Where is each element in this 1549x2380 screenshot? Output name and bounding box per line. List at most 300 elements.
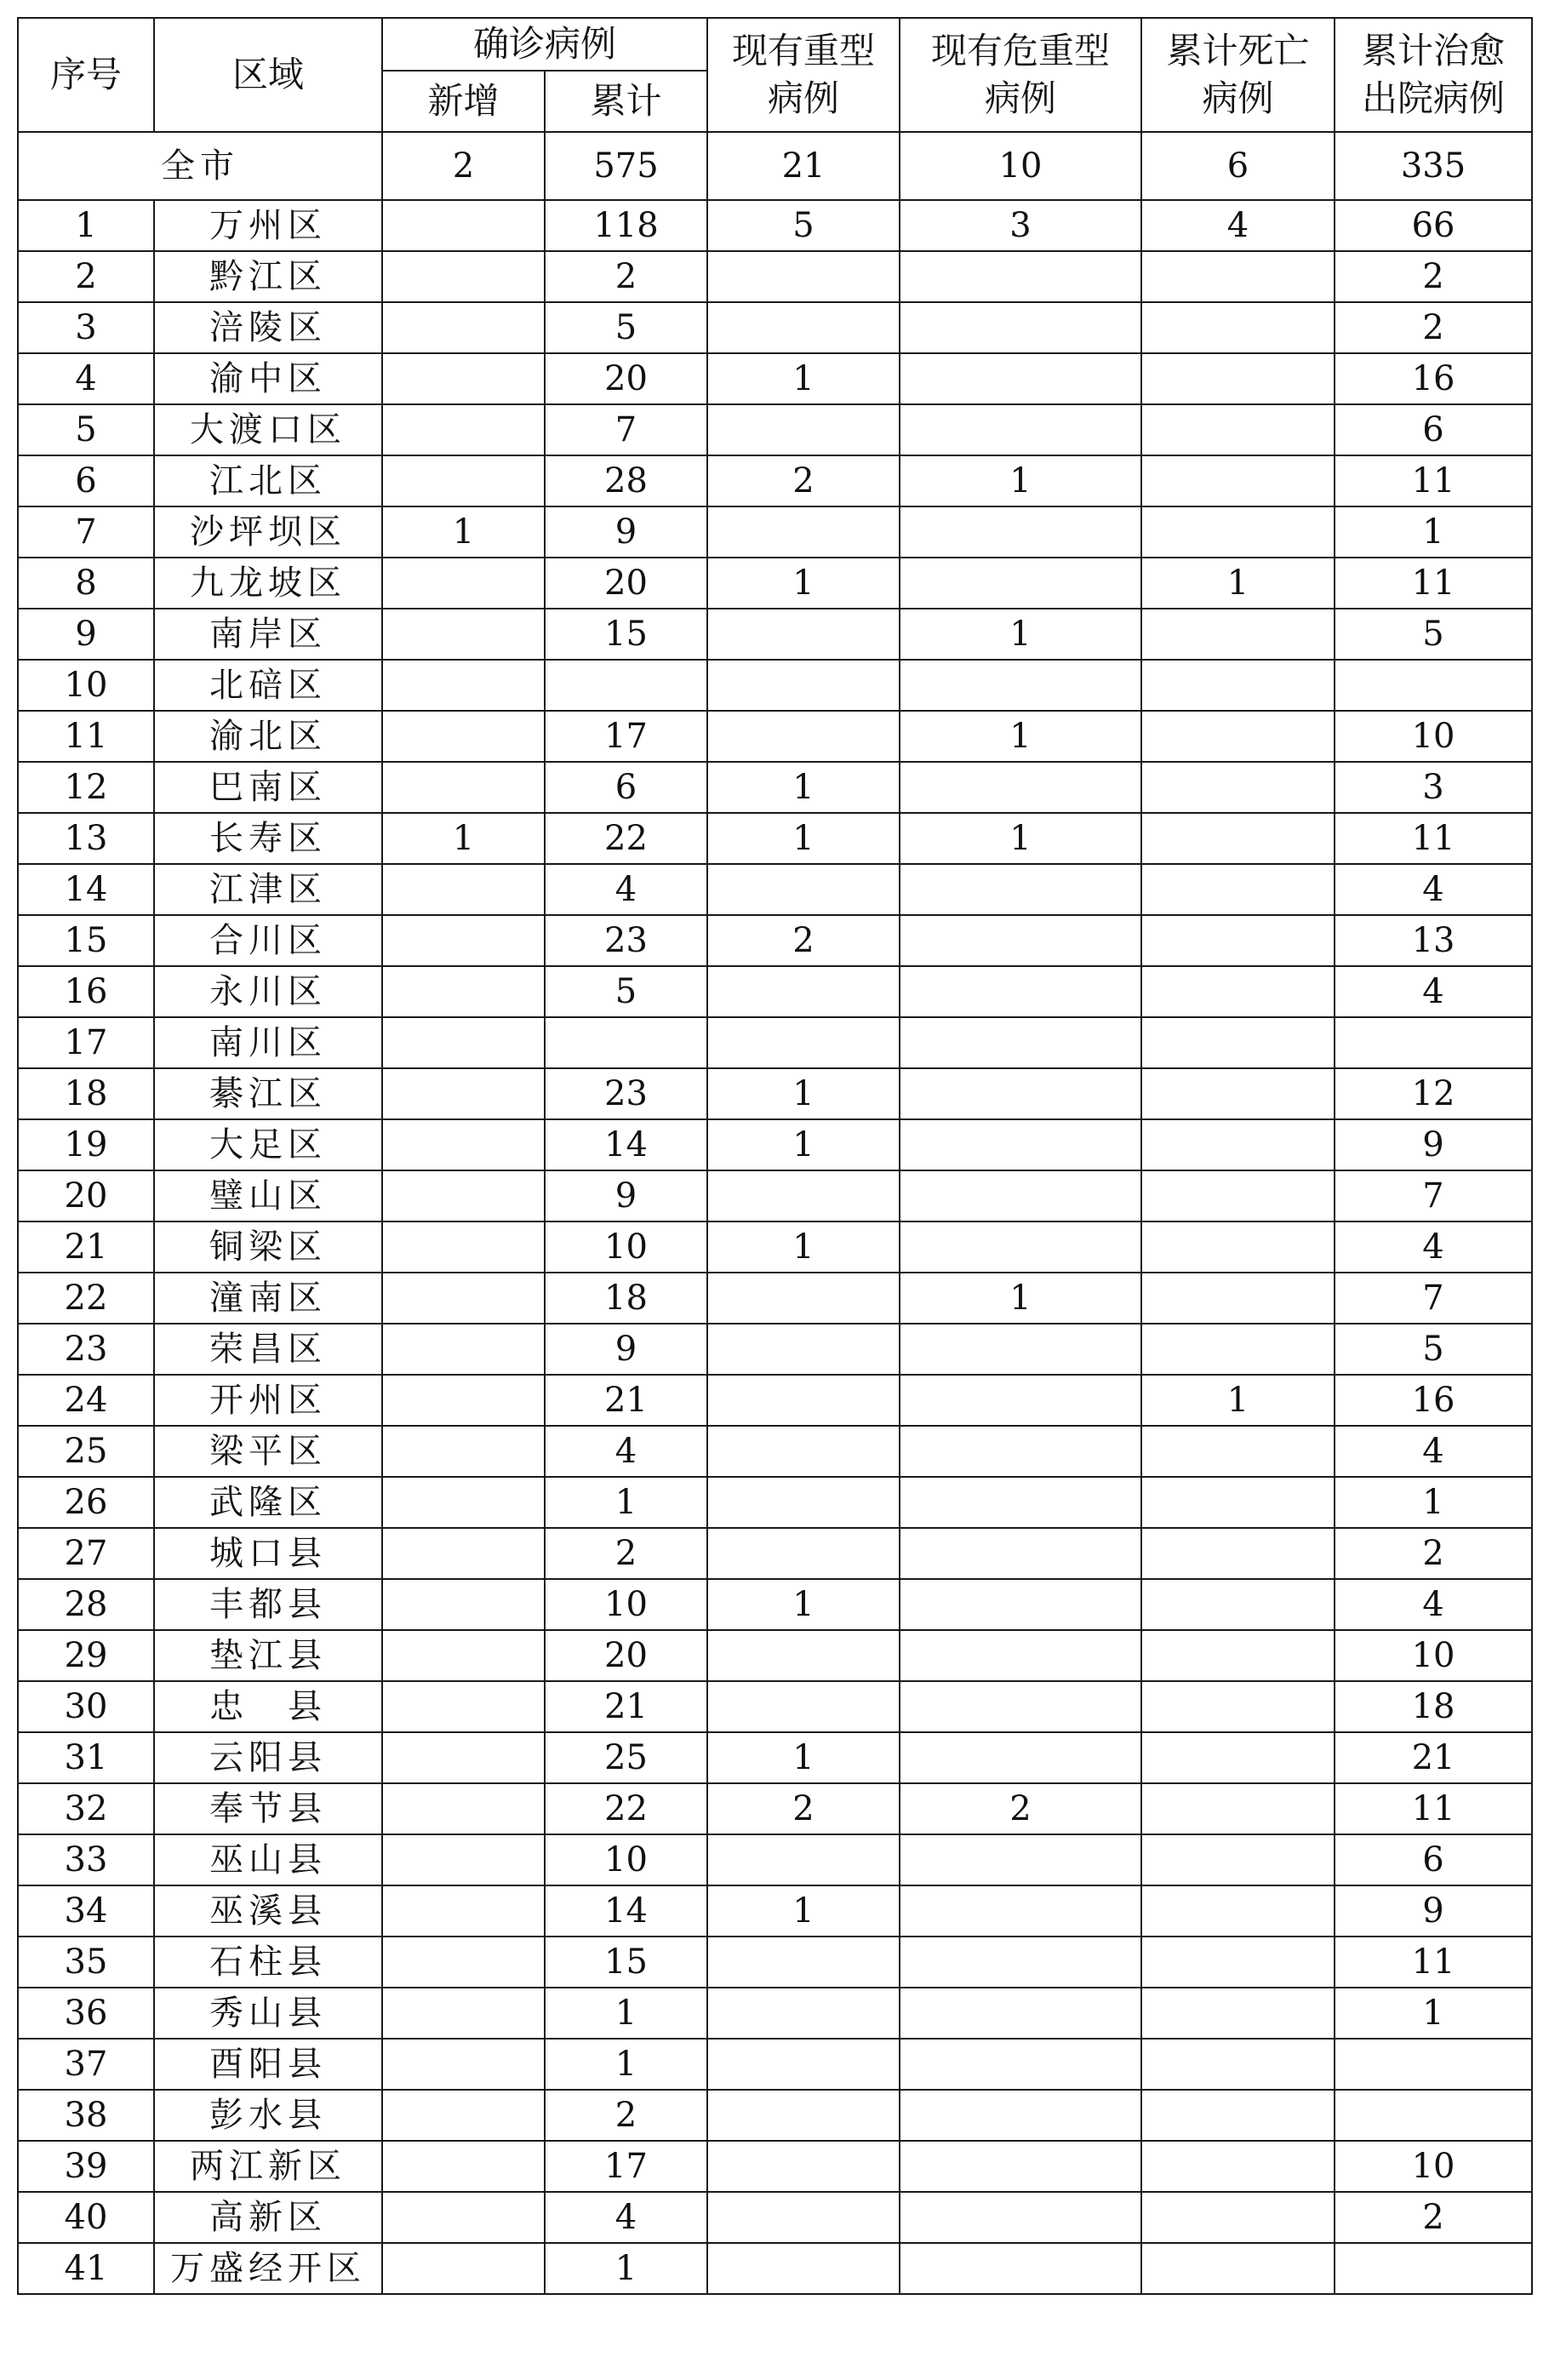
cell-critical (900, 2141, 1141, 2192)
cell-critical (900, 1221, 1141, 1273)
cell-cured: 4 (1335, 1221, 1532, 1273)
cell-cured: 66 (1335, 200, 1532, 251)
cell-new (382, 1273, 545, 1324)
cell-severe (707, 1528, 900, 1579)
cell-index: 22 (18, 1273, 154, 1324)
cell-cured: 9 (1335, 1119, 1532, 1170)
cell-index: 27 (18, 1528, 154, 1579)
cell-deaths: 1 (1141, 1375, 1335, 1426)
cell-cured: 11 (1335, 558, 1532, 609)
cell-critical (900, 2243, 1141, 2294)
cell-deaths (1141, 1630, 1335, 1681)
cell-severe (707, 1834, 900, 1885)
cell-index: 37 (18, 2039, 154, 2090)
table-row (18, 251, 1532, 302)
cell-cumulative: 20 (545, 1630, 707, 1681)
total-new: 2 (382, 132, 545, 200)
cell-deaths (1141, 1426, 1335, 1477)
table-row (18, 1885, 1532, 1937)
header-critical-label: 现有危重型 病例 (931, 30, 1111, 119)
cell-index: 20 (18, 1170, 154, 1221)
cell-critical (900, 1937, 1141, 1988)
cell-index: 11 (18, 711, 154, 762)
cell-new (382, 1119, 545, 1170)
cell-critical (900, 1119, 1141, 1170)
cell-deaths (1141, 1834, 1335, 1885)
cell-cured (1335, 2090, 1532, 2141)
cell-cured (1335, 2039, 1532, 2090)
cell-cured: 1 (1335, 1988, 1532, 2039)
cell-critical (900, 1017, 1141, 1068)
cell-severe (707, 609, 900, 660)
cell-cumulative: 20 (545, 558, 707, 609)
cell-new (382, 1324, 545, 1375)
header-region: 区域 (154, 18, 382, 132)
cell-region: 高新区 (154, 2192, 382, 2243)
table-body (18, 132, 1532, 2294)
cell-severe: 1 (707, 353, 900, 404)
table-row (18, 711, 1532, 762)
cell-severe: 1 (707, 1579, 900, 1630)
cell-new (382, 1170, 545, 1221)
cell-region: 云阳县 (154, 1732, 382, 1783)
cell-new (382, 1068, 545, 1119)
cell-critical (900, 2039, 1141, 2090)
cell-severe: 1 (707, 1221, 900, 1273)
header-cumulative: 累计 (545, 71, 707, 132)
cell-cumulative: 20 (545, 353, 707, 404)
cell-index: 38 (18, 2090, 154, 2141)
cell-new (382, 1834, 545, 1885)
cell-new (382, 455, 545, 506)
table-row (18, 2090, 1532, 2141)
cell-critical (900, 1579, 1141, 1630)
cell-critical (900, 915, 1141, 966)
cell-cured: 11 (1335, 455, 1532, 506)
cell-new (382, 1732, 545, 1783)
cell-cured: 4 (1335, 1579, 1532, 1630)
cell-cured: 11 (1335, 1937, 1532, 1988)
cell-region: 万州区 (154, 200, 382, 251)
table-row (18, 1119, 1532, 1170)
header-cured (1335, 18, 1532, 132)
cell-critical: 1 (900, 455, 1141, 506)
cell-new (382, 1221, 545, 1273)
cell-severe (707, 1017, 900, 1068)
cell-severe (707, 251, 900, 302)
cell-deaths (1141, 353, 1335, 404)
cell-critical (900, 2090, 1141, 2141)
cell-cumulative: 15 (545, 1937, 707, 1988)
table-row (18, 1834, 1532, 1885)
table-row (18, 2141, 1532, 2192)
cell-cumulative: 17 (545, 2141, 707, 2192)
district-case-table (17, 17, 1533, 2295)
cell-index: 21 (18, 1221, 154, 1273)
cell-deaths (1141, 1170, 1335, 1221)
cell-critical (900, 762, 1141, 813)
cell-severe (707, 1630, 900, 1681)
cell-critical (900, 302, 1141, 353)
cell-critical (900, 966, 1141, 1017)
cell-new (382, 1375, 545, 1426)
cell-deaths (1141, 2141, 1335, 2192)
table-row (18, 506, 1532, 558)
cell-cured: 7 (1335, 1170, 1532, 1221)
cell-cured: 18 (1335, 1681, 1532, 1732)
cell-cured: 10 (1335, 1630, 1532, 1681)
cell-cured: 2 (1335, 1528, 1532, 1579)
table-row (18, 1528, 1532, 1579)
cell-deaths (1141, 1477, 1335, 1528)
cell-cured: 5 (1335, 609, 1532, 660)
total-row (18, 132, 1532, 200)
table-row (18, 1732, 1532, 1783)
cell-new (382, 2090, 545, 2141)
cell-cumulative: 5 (545, 302, 707, 353)
cell-index: 33 (18, 1834, 154, 1885)
cell-index: 31 (18, 1732, 154, 1783)
cell-cured: 5 (1335, 1324, 1532, 1375)
cell-cured: 10 (1335, 2141, 1532, 2192)
cell-cumulative: 28 (545, 455, 707, 506)
total-cured: 335 (1335, 132, 1532, 200)
cell-critical: 1 (900, 813, 1141, 864)
table-row (18, 1579, 1532, 1630)
total-cumulative: 575 (545, 132, 707, 200)
cell-region: 垫江县 (154, 1630, 382, 1681)
cell-cured: 11 (1335, 1783, 1532, 1834)
cell-region: 长寿区 (154, 813, 382, 864)
cell-new (382, 1426, 545, 1477)
cell-index: 5 (18, 404, 154, 455)
cell-deaths (1141, 1068, 1335, 1119)
cell-region: 城口县 (154, 1528, 382, 1579)
cell-region: 彭水县 (154, 2090, 382, 2141)
cell-cumulative: 4 (545, 1426, 707, 1477)
cell-new (382, 609, 545, 660)
cell-cured (1335, 1017, 1532, 1068)
cell-cumulative: 9 (545, 1324, 707, 1375)
cell-critical (900, 1885, 1141, 1937)
cell-new (382, 200, 545, 251)
cell-index: 34 (18, 1885, 154, 1937)
cell-new (382, 1017, 545, 1068)
cell-cumulative: 10 (545, 1579, 707, 1630)
cell-index: 7 (18, 506, 154, 558)
cell-critical (900, 1834, 1141, 1885)
cell-index: 41 (18, 2243, 154, 2294)
cell-critical (900, 353, 1141, 404)
table-row (18, 609, 1532, 660)
cell-cured: 4 (1335, 1426, 1532, 1477)
cell-new (382, 864, 545, 915)
header-deaths (1141, 18, 1335, 132)
cell-index: 24 (18, 1375, 154, 1426)
cell-deaths (1141, 2192, 1335, 2243)
table-row (18, 1783, 1532, 1834)
cell-cumulative: 118 (545, 200, 707, 251)
cell-new (382, 404, 545, 455)
cell-region: 南川区 (154, 1017, 382, 1068)
cell-deaths (1141, 2039, 1335, 2090)
cell-cured: 16 (1335, 353, 1532, 404)
cell-cumulative: 5 (545, 966, 707, 1017)
cell-region: 石柱县 (154, 1937, 382, 1988)
cell-cured: 10 (1335, 711, 1532, 762)
cell-deaths: 4 (1141, 200, 1335, 251)
cell-cumulative: 10 (545, 1221, 707, 1273)
cell-cumulative: 21 (545, 1375, 707, 1426)
table-row (18, 353, 1532, 404)
cell-deaths (1141, 1937, 1335, 1988)
cell-deaths (1141, 1783, 1335, 1834)
cell-index: 23 (18, 1324, 154, 1375)
cell-severe: 1 (707, 1068, 900, 1119)
cell-critical: 1 (900, 711, 1141, 762)
cell-deaths (1141, 2243, 1335, 2294)
cell-region: 巴南区 (154, 762, 382, 813)
cell-region: 黔江区 (154, 251, 382, 302)
cell-region: 奉节县 (154, 1783, 382, 1834)
cell-critical (900, 1426, 1141, 1477)
cell-region: 永川区 (154, 966, 382, 1017)
cell-index: 4 (18, 353, 154, 404)
cell-new (382, 1579, 545, 1630)
cell-severe (707, 2141, 900, 2192)
cell-deaths (1141, 813, 1335, 864)
cell-index: 19 (18, 1119, 154, 1170)
cell-severe (707, 1273, 900, 1324)
cell-cumulative: 1 (545, 1477, 707, 1528)
table-row (18, 558, 1532, 609)
cell-cumulative: 14 (545, 1885, 707, 1937)
cell-cured: 9 (1335, 1885, 1532, 1937)
cell-critical: 2 (900, 1783, 1141, 1834)
total-critical: 10 (900, 132, 1141, 200)
cell-new (382, 1783, 545, 1834)
cell-cumulative: 17 (545, 711, 707, 762)
cell-cumulative: 23 (545, 1068, 707, 1119)
cell-critical (900, 404, 1141, 455)
cell-critical (900, 1324, 1141, 1375)
table-row (18, 660, 1532, 711)
cell-index: 35 (18, 1937, 154, 1988)
cell-index: 1 (18, 200, 154, 251)
cell-new (382, 915, 545, 966)
header-new: 新增 (382, 71, 545, 132)
cell-cured (1335, 2243, 1532, 2294)
cell-index: 30 (18, 1681, 154, 1732)
cell-deaths (1141, 1579, 1335, 1630)
table-row (18, 1937, 1532, 1988)
cell-new (382, 2192, 545, 2243)
cell-region: 两江新区 (154, 2141, 382, 2192)
cell-deaths (1141, 302, 1335, 353)
cell-deaths (1141, 915, 1335, 966)
cell-cumulative: 7 (545, 404, 707, 455)
cell-severe: 1 (707, 1732, 900, 1783)
cell-region: 大足区 (154, 1119, 382, 1170)
cell-severe: 1 (707, 558, 900, 609)
cell-severe: 1 (707, 1885, 900, 1937)
table-row (18, 2039, 1532, 2090)
cell-severe (707, 660, 900, 711)
cell-cumulative: 6 (545, 762, 707, 813)
cell-cured: 21 (1335, 1732, 1532, 1783)
cell-severe (707, 1937, 900, 1988)
table-row (18, 2192, 1532, 2243)
cell-severe (707, 2039, 900, 2090)
table-row (18, 1170, 1532, 1221)
cell-cured (1335, 660, 1532, 711)
cell-deaths (1141, 1273, 1335, 1324)
cell-cumulative: 1 (545, 1988, 707, 2039)
cell-cured: 3 (1335, 762, 1532, 813)
cell-region: 武隆区 (154, 1477, 382, 1528)
cell-severe (707, 1426, 900, 1477)
cell-cured: 6 (1335, 404, 1532, 455)
cell-critical (900, 251, 1141, 302)
cell-region: 荣昌区 (154, 1324, 382, 1375)
header-confirmed: 确诊病例 (382, 18, 707, 71)
cell-critical (900, 558, 1141, 609)
cell-region: 忠 县 (154, 1681, 382, 1732)
cell-new (382, 251, 545, 302)
cell-deaths (1141, 762, 1335, 813)
header-index: 序号 (18, 18, 154, 132)
table-row (18, 1324, 1532, 1375)
cell-deaths (1141, 1988, 1335, 2039)
table-row (18, 1221, 1532, 1273)
cell-region: 万盛经开区 (154, 2243, 382, 2294)
cell-deaths (1141, 506, 1335, 558)
cell-new (382, 711, 545, 762)
cell-critical (900, 506, 1141, 558)
cell-index: 29 (18, 1630, 154, 1681)
cell-deaths (1141, 1221, 1335, 1273)
cell-deaths (1141, 609, 1335, 660)
cell-severe: 1 (707, 813, 900, 864)
cell-cumulative: 4 (545, 864, 707, 915)
cell-region: 綦江区 (154, 1068, 382, 1119)
cell-deaths (1141, 711, 1335, 762)
table-row (18, 915, 1532, 966)
cell-index: 9 (18, 609, 154, 660)
cell-region: 北碚区 (154, 660, 382, 711)
cell-cumulative: 14 (545, 1119, 707, 1170)
cell-cured: 1 (1335, 506, 1532, 558)
cell-cumulative: 2 (545, 2090, 707, 2141)
cell-cured: 2 (1335, 251, 1532, 302)
cell-severe (707, 2192, 900, 2243)
cell-index: 8 (18, 558, 154, 609)
cell-severe (707, 864, 900, 915)
cell-new (382, 1885, 545, 1937)
cell-critical (900, 660, 1141, 711)
cell-deaths (1141, 404, 1335, 455)
cell-cumulative: 1 (545, 2039, 707, 2090)
cell-severe: 2 (707, 1783, 900, 1834)
cell-severe (707, 1988, 900, 2039)
cell-index: 12 (18, 762, 154, 813)
cell-cumulative: 2 (545, 251, 707, 302)
cell-severe (707, 1477, 900, 1528)
cell-cumulative: 15 (545, 609, 707, 660)
cell-critical (900, 1375, 1141, 1426)
cell-region: 渝北区 (154, 711, 382, 762)
cell-severe (707, 506, 900, 558)
cell-region: 秀山县 (154, 1988, 382, 2039)
cell-critical (900, 1170, 1141, 1221)
cell-severe (707, 2090, 900, 2141)
cell-new (382, 2039, 545, 2090)
cell-deaths (1141, 1119, 1335, 1170)
cell-deaths (1141, 966, 1335, 1017)
cell-region: 合川区 (154, 915, 382, 966)
cell-critical (900, 1477, 1141, 1528)
cell-critical (900, 2192, 1141, 2243)
cell-deaths (1141, 1324, 1335, 1375)
cell-critical: 3 (900, 200, 1141, 251)
table-row (18, 1426, 1532, 1477)
total-label: 全市 (18, 132, 382, 200)
cell-index: 17 (18, 1017, 154, 1068)
cell-new (382, 1937, 545, 1988)
cell-cured: 7 (1335, 1273, 1532, 1324)
cell-critical (900, 864, 1141, 915)
header-critical (900, 18, 1141, 132)
cell-region: 江北区 (154, 455, 382, 506)
cell-cured: 6 (1335, 1834, 1532, 1885)
cell-severe (707, 302, 900, 353)
table-row (18, 966, 1532, 1017)
cell-region: 梁平区 (154, 1426, 382, 1477)
cell-critical (900, 1988, 1141, 2039)
cell-deaths (1141, 1017, 1335, 1068)
cell-region: 涪陵区 (154, 302, 382, 353)
header-severe-label: 现有重型 病例 (732, 30, 876, 119)
cell-critical (900, 1630, 1141, 1681)
cell-new (382, 966, 545, 1017)
header-cured-label: 累计治愈 出院病例 (1362, 30, 1506, 119)
cell-critical (900, 1732, 1141, 1783)
cell-severe (707, 404, 900, 455)
cell-cumulative: 9 (545, 506, 707, 558)
cell-critical (900, 1068, 1141, 1119)
cell-cumulative: 10 (545, 1834, 707, 1885)
cell-deaths (1141, 251, 1335, 302)
cell-new (382, 762, 545, 813)
table-row (18, 2243, 1532, 2294)
cell-severe (707, 711, 900, 762)
cell-index: 28 (18, 1579, 154, 1630)
table-row (18, 1630, 1532, 1681)
cell-region: 巫山县 (154, 1834, 382, 1885)
stats-sheet (17, 17, 1531, 2295)
cell-cumulative: 22 (545, 813, 707, 864)
cell-severe: 1 (707, 1119, 900, 1170)
cell-new: 1 (382, 813, 545, 864)
cell-index: 32 (18, 1783, 154, 1834)
cell-cumulative: 25 (545, 1732, 707, 1783)
cell-severe (707, 966, 900, 1017)
cell-region: 南岸区 (154, 609, 382, 660)
table-row (18, 864, 1532, 915)
cell-index: 10 (18, 660, 154, 711)
cell-deaths (1141, 1681, 1335, 1732)
header-deaths-label: 累计死亡 病例 (1166, 30, 1310, 119)
